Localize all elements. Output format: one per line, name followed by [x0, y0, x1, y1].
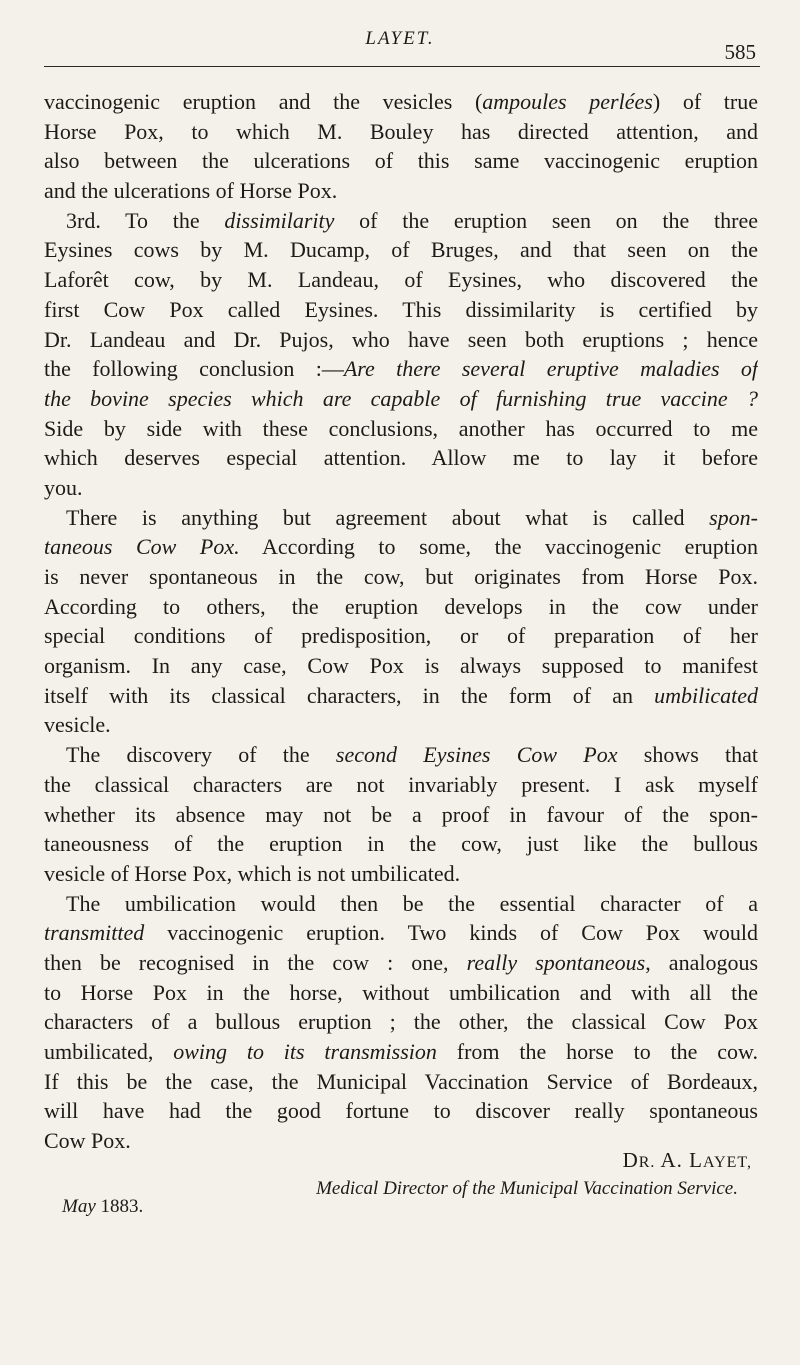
text-line: organism. In any case, Cow Pox is always supposed to manifest	[44, 653, 758, 679]
running-title: LAYET.	[365, 28, 435, 49]
text-line: whether its absence may not be a proof in favour of the spon-	[44, 801, 758, 827]
text-line: characters of a bullous eruption ; the other, the classical Cow Pox	[44, 1009, 758, 1035]
text-line: Horse Pox, to which M. Bouley has directed attention, and	[44, 118, 758, 144]
text-line: vaccinogenic eruption and the vesicles (ampoules perlées) of true	[44, 89, 758, 114]
text-line: There is anything but agreement about what is called spon-	[66, 504, 758, 530]
signature-dr-initial: D	[622, 1148, 639, 1172]
text-line: Dr. Landeau and Dr. Pujos, who have seen both eruptions ; hence	[44, 326, 758, 352]
text-line: Eysines cows by M. Ducamp, of Bruges, and that seen on the	[44, 237, 758, 263]
author-signature	[623, 1148, 752, 1173]
date-month: May	[62, 1196, 96, 1217]
text-line: The discovery of the second Eysines Cow Pox shows that	[66, 742, 758, 768]
text-line: which deserves especial attention. Allow me to lay it before	[44, 445, 758, 471]
author-title: Medical Director of the Municipal Vaccination Service.	[316, 1178, 738, 1199]
text-line: Laforêt cow, by M. Landeau, of Eysines, who discovered the	[44, 267, 758, 293]
text-line: According to others, the eruption develops in the cow under	[44, 593, 758, 619]
text-line: to Horse Pox in the horse, without umbilication and with all the	[44, 979, 758, 1005]
text-line: and the ulcerations of Horse Pox.	[44, 178, 338, 204]
page-number: 585	[724, 40, 756, 64]
text-line: If this be the case, the Municipal Vaccination Service of Bordeaux,	[44, 1068, 758, 1094]
text-line: also between the ulcerations of this same vaccinogenic eruption	[44, 148, 758, 174]
text-line: you.	[44, 474, 83, 500]
signature-initial: A.	[660, 1148, 683, 1172]
running-head	[0, 26, 800, 64]
text-line: transmitted vaccinogenic eruption. Two kinds of Cow Pox would	[44, 920, 758, 946]
text-line: the bovine species which are capable of furnishing true vaccine ?	[44, 385, 758, 411]
text-line: vesicle.	[44, 712, 111, 738]
text-line: vesicle of Horse Pox, which is not umbilicated.	[44, 860, 461, 886]
text-line: 3rd. To the dissimilarity of the eruption seen on the three	[66, 207, 758, 233]
signature-surname-rest: AYET,	[703, 1154, 752, 1171]
date-year: 1883.	[100, 1196, 144, 1217]
body-text	[44, 87, 758, 1156]
text-line: taneousness of the eruption in the cow, just like the bullous	[44, 831, 758, 857]
text-line: is never spontaneous in the cow, but originates from Horse Pox.	[44, 564, 758, 589]
header-rule	[44, 66, 760, 67]
text-line: the following conclusion :—Are there several eruptive maladies of	[44, 356, 758, 382]
text-line: will have had the good fortune to discover really spontaneous	[44, 1098, 758, 1124]
date-line	[62, 1196, 143, 1218]
text-line: the classical characters are not invariably present. I ask myself	[44, 771, 758, 797]
text-line: first Cow Pox called Eysines. This dissimilarity is certified by	[44, 296, 758, 322]
text-line: Side by side with these conclusions, another has occurred to me	[44, 415, 758, 441]
text-line: taneous Cow Pox. According to some, the vaccinogenic eruption	[44, 534, 758, 560]
text-line: then be recognised in the cow : one, really spontaneous, analogous	[44, 949, 758, 975]
text-line: umbilicated, owing to its transmission from the horse to the cow.	[44, 1039, 758, 1064]
text-line: itself with its classical characters, in the form of an umbilicated	[44, 682, 758, 708]
signature-dr-rest: R.	[638, 1154, 656, 1171]
text-line: special conditions of predisposition, or of preparation of her	[44, 623, 758, 649]
signature-surname-initial: L	[689, 1148, 703, 1172]
text-line: Cow Pox.	[44, 1128, 131, 1154]
text-line: The umbilication would then be the essential character of a	[66, 890, 758, 916]
